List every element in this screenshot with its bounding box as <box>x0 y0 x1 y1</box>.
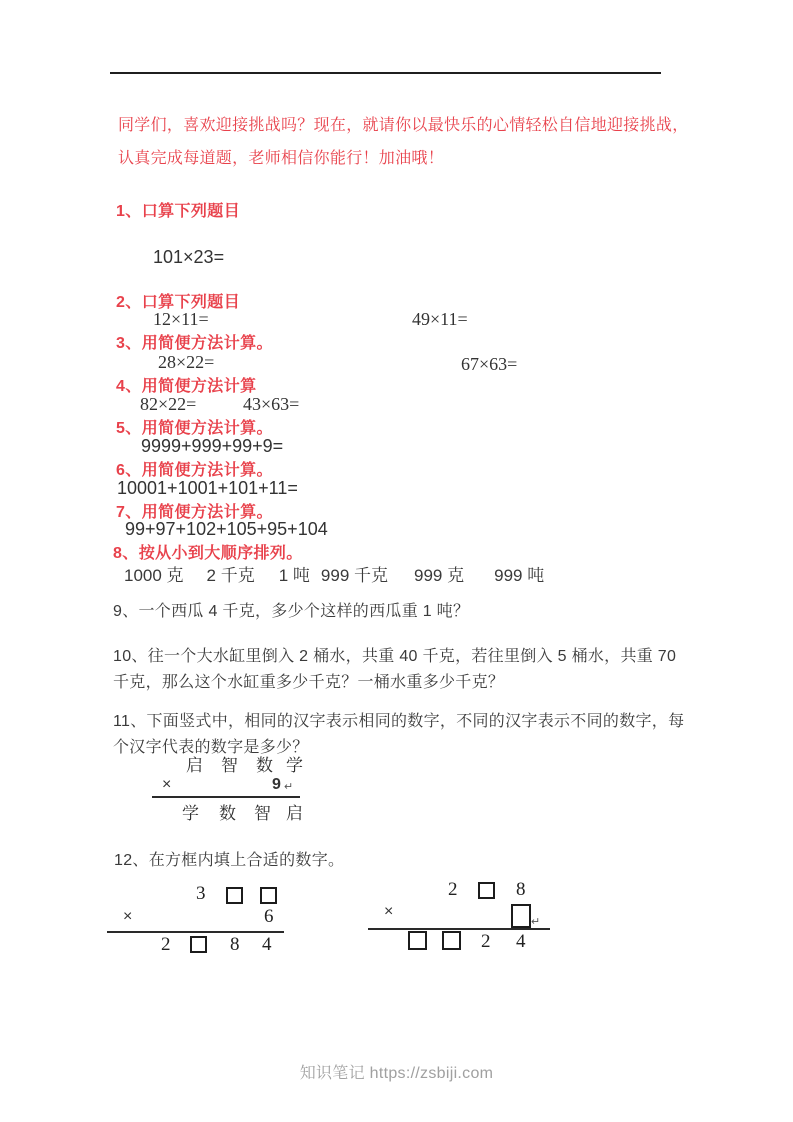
problem-6-expression: 10001+1001+101+11= <box>117 478 298 498</box>
problem-5-heading: 5、用简便方法计算。 <box>116 420 273 437</box>
problem-2-heading: 2、口算下列题目 <box>116 294 241 311</box>
calc-riddle-rule <box>152 796 300 798</box>
mass-item: 2 千克 <box>206 566 255 585</box>
mass-item: 1 吨 <box>278 566 310 585</box>
problem-5-expression: 9999+999+99+9= <box>141 436 284 456</box>
problem-4-expression-a: 82×22= <box>140 394 197 414</box>
calc-right-bottom-digit: 4 <box>516 931 526 952</box>
problem-3-expression-a: 28×22= <box>158 352 215 372</box>
calc-left-bottom-digit: 8 <box>230 934 240 955</box>
intro-line-2: 认真完成每道题，老师相信你能行！加油哦！ <box>118 150 445 167</box>
problem-2-expression-b: 49×11= <box>412 309 468 329</box>
return-mark-icon: ↵ <box>284 781 294 793</box>
problem-7-heading: 7、用简便方法计算。 <box>116 504 273 521</box>
calc-riddle-bottom-char: 数 <box>219 804 236 823</box>
problem-1-expression: 101×23= <box>153 247 225 267</box>
page-footer: 知识笔记 https://zsbiji.com <box>299 1065 494 1082</box>
return-mark-icon: ↵ <box>531 916 541 928</box>
calc-riddle-top-char: 智 <box>221 756 238 775</box>
problem-7-expression: 99+97+102+105+95+104 <box>125 519 328 539</box>
calc-riddle-top-char: 启 <box>186 756 203 775</box>
problem-8-items <box>124 561 544 586</box>
mass-item: 999 千克 <box>320 566 389 585</box>
calc-right-top-digit: 2 <box>448 879 458 900</box>
mass-item: 999 克 <box>414 566 465 585</box>
calc-left-multiplier: 6 <box>264 906 274 927</box>
problem-10-line-2: 千克，那么这个水缸重多少千克？一桶水重多少千克？ <box>113 674 505 691</box>
calc-right-rule <box>368 928 550 930</box>
mass-item: 1000 克 <box>124 566 184 585</box>
multiply-sign: × <box>384 903 394 920</box>
problem-9-text: 9、一个西瓜 4 千克，多少个这样的西瓜重 1 吨？ <box>113 603 470 620</box>
calc-riddle-bottom-char: 学 <box>182 804 199 823</box>
calc-right-bottom-digit: 2 <box>481 931 491 952</box>
problem-11-line-1: 11、下面竖式中，相同的汉字表示相同的数字，不同的汉字表示不同的数字，每 <box>113 713 685 730</box>
problem-1-heading: 1、口算下列题目 <box>116 203 241 220</box>
answer-box <box>511 904 531 928</box>
calc-riddle-multiplier: 9 <box>272 776 281 793</box>
calc-left-bottom-digit: 2 <box>161 934 171 955</box>
answer-box <box>260 887 277 904</box>
problem-8-heading: 8、按从小到大顺序排列。 <box>113 545 303 562</box>
calc-right-top-digit: 8 <box>516 879 526 900</box>
calc-left-top-digit: 3 <box>196 883 206 904</box>
answer-box <box>408 931 427 950</box>
answer-box <box>226 887 243 904</box>
calc-riddle-bottom-char: 智 <box>254 804 271 823</box>
top-rule <box>110 72 661 74</box>
multiply-sign: × <box>123 908 133 925</box>
problem-4-heading: 4、用简便方法计算 <box>116 378 257 395</box>
problem-3-heading: 3、用简便方法计算。 <box>116 335 273 352</box>
calc-riddle-top-char: 学 <box>286 756 303 775</box>
intro-line-1: 同学们，喜欢迎接挑战吗？现在，就请你以最快乐的心情轻松自信地迎接挑战， <box>118 117 689 134</box>
calc-left-bottom-digit: 4 <box>262 934 272 955</box>
problem-2-expression-a: 12×11= <box>153 309 209 329</box>
problem-11-line-2: 个汉字代表的数字是多少？ <box>113 739 309 756</box>
problem-3-expression-b: 67×63= <box>461 354 518 374</box>
problem-10-line-1: 10、往一个大水缸里倒入 2 桶水，共重 40 千克，若往里倒入 5 桶水，共重 70 <box>113 648 677 665</box>
answer-box <box>442 931 461 950</box>
multiply-sign: × <box>162 776 172 793</box>
problem-4-expression-b: 43×63= <box>243 394 300 414</box>
calc-left-rule <box>107 931 284 933</box>
answer-box <box>478 882 495 899</box>
calc-riddle-bottom-char: 启 <box>286 804 303 823</box>
problem-12-heading: 12、在方框内填上合适的数字。 <box>114 852 345 869</box>
mass-item: 999 吨 <box>494 566 545 585</box>
problem-6-heading: 6、用简便方法计算。 <box>116 462 273 479</box>
answer-box <box>190 936 207 953</box>
calc-riddle-top-char: 数 <box>256 756 273 775</box>
